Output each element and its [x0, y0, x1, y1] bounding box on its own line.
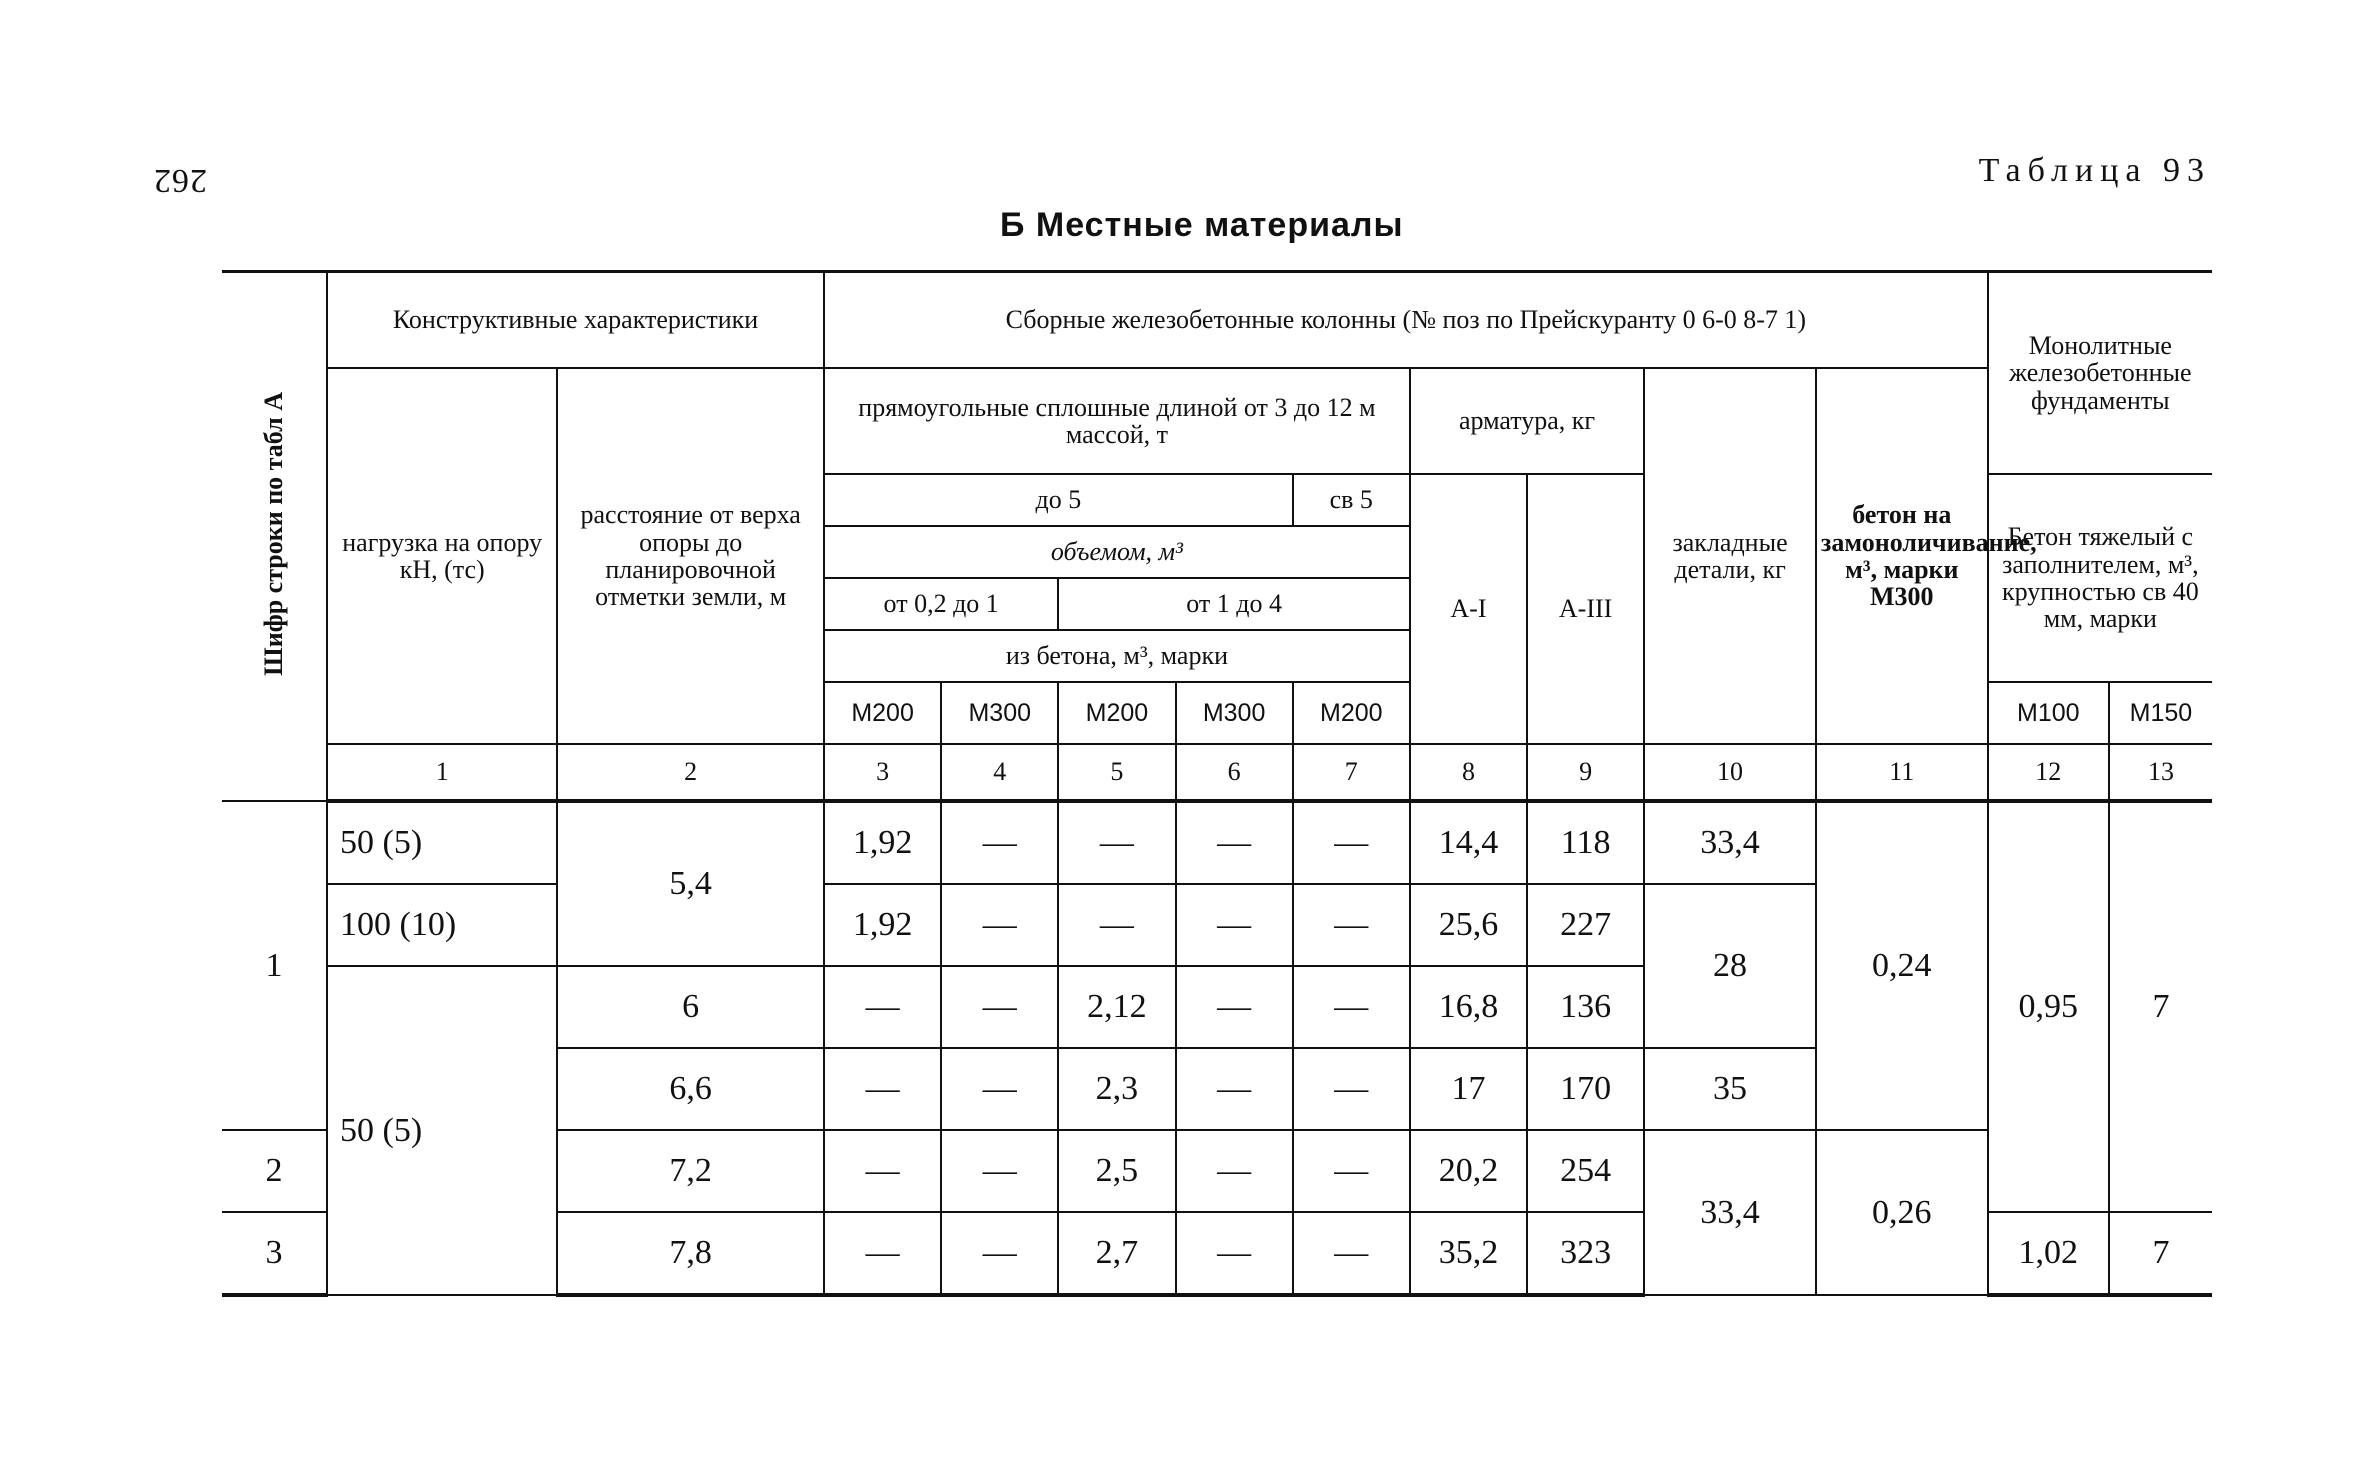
cell-load: 50 (5) — [327, 966, 557, 1295]
header-volume: объемом, м³ — [824, 526, 1410, 578]
cell-a3: 254 — [1527, 1130, 1644, 1212]
cell-m300: — — [941, 966, 1058, 1048]
table-label: Таблица 93 — [1978, 152, 2211, 189]
cell-m150: 7 — [2109, 801, 2212, 1212]
cell-a1: 16,8 — [1410, 966, 1527, 1048]
header-load: нагрузка на опору кН, (тс) — [327, 368, 557, 744]
header-a3: А-III — [1527, 474, 1644, 744]
cell-a1: 25,6 — [1410, 884, 1527, 966]
col-number: 8 — [1410, 744, 1527, 801]
cell-a1: 35,2 — [1410, 1212, 1527, 1295]
header-distance: расстояние от верха опоры до планировочной отметки земли, м — [557, 368, 824, 744]
header-upto5: до 5 — [824, 474, 1293, 526]
cell-m200: — — [1058, 801, 1175, 884]
cell-distance: 7,8 — [557, 1212, 824, 1295]
cell-grout: 0,24 — [1816, 801, 1988, 1130]
header-monolithic: Монолитные железобетонные фундаменты — [1988, 272, 2212, 475]
cell-a1: 14,4 — [1410, 801, 1527, 884]
cell-embedded: 33,4 — [1644, 1130, 1816, 1295]
cell-load: 50 (5) — [327, 801, 557, 884]
grade-m200: М200 — [824, 682, 941, 744]
cell-m200: — — [1293, 1048, 1410, 1130]
cell-grout: 0,26 — [1816, 1130, 1988, 1295]
cell-a3: 227 — [1527, 884, 1644, 966]
cell-m200: — — [1293, 966, 1410, 1048]
grade-m200: М200 — [1293, 682, 1410, 744]
row-code: 1 — [222, 801, 327, 1130]
header-columns: Сборные железобетонные колонны (№ поз по Прейскуранту 0 6-0 8-7 1) — [824, 272, 1988, 369]
col-number: 12 — [1988, 744, 2109, 801]
header-vol2: от 1 до 4 — [1058, 578, 1410, 630]
section-title: Б Местные материалы — [1000, 206, 1404, 244]
cell-m200: — — [1293, 1130, 1410, 1212]
cell-m100: 1,02 — [1988, 1212, 2109, 1295]
cell-distance: 5,4 — [557, 801, 824, 966]
cell-m200: — — [824, 966, 941, 1048]
page-number: 262 — [153, 162, 207, 199]
cell-m300: — — [941, 1048, 1058, 1130]
cell-m100: 0,95 — [1988, 801, 2109, 1212]
cell-m200: — — [1293, 884, 1410, 966]
col-number: 5 — [1058, 744, 1175, 801]
grade-m200: М200 — [1058, 682, 1175, 744]
cell-m200: 2,7 — [1058, 1212, 1175, 1295]
cell-distance: 6 — [557, 966, 824, 1048]
header-a1: А-I — [1410, 474, 1527, 744]
cell-m200: — — [1058, 884, 1175, 966]
cell-m200: 2,3 — [1058, 1048, 1175, 1130]
col-number: 2 — [557, 744, 824, 801]
cell-m300: — — [1176, 884, 1293, 966]
cell-m300: — — [1176, 966, 1293, 1048]
cell-m300: — — [941, 1130, 1058, 1212]
cell-m300: — — [1176, 1130, 1293, 1212]
col-number: 9 — [1527, 744, 1644, 801]
header-rect: прямоугольные сплошные длиной от 3 до 12 м массой, т — [824, 368, 1410, 474]
header-concrete-grades: из бетона, м³, марки — [824, 630, 1410, 682]
col-number: 6 — [1176, 744, 1293, 801]
cell-m200: — — [824, 1130, 941, 1212]
cell-embedded: 28 — [1644, 884, 1816, 1048]
col-number: 11 — [1816, 744, 1988, 801]
grade-m100: М100 — [1988, 682, 2109, 744]
header-code: Шифр строки по табл А — [222, 272, 327, 802]
cell-m300: — — [941, 801, 1058, 884]
header-armature: арматура, кг — [1410, 368, 1644, 474]
col-number: 1 — [327, 744, 557, 801]
cell-a3: 170 — [1527, 1048, 1644, 1130]
header-over5: св 5 — [1293, 474, 1410, 526]
header-heavy: Бетон тяжелый с заполнителем, м³, крупностью св 40 мм, марки — [1988, 474, 2212, 682]
cell-m200: 1,92 — [824, 801, 941, 884]
header-constructive: Конструктивные характеристики — [327, 272, 824, 369]
header-vol1: от 0,2 до 1 — [824, 578, 1058, 630]
grade-m150: М150 — [2109, 682, 2212, 744]
cell-embedded: 33,4 — [1644, 801, 1816, 884]
header-embedded: закладные детали, кг — [1644, 368, 1816, 744]
row-code: 3 — [222, 1212, 327, 1295]
cell-m200: — — [1293, 801, 1410, 884]
cell-m200: 2,5 — [1058, 1130, 1175, 1212]
cell-m150: 7 — [2109, 1212, 2212, 1295]
cell-a3: 118 — [1527, 801, 1644, 884]
cell-load: 100 (10) — [327, 884, 557, 966]
cell-m200: — — [824, 1212, 941, 1295]
cell-a3: 136 — [1527, 966, 1644, 1048]
cell-m200: 1,92 — [824, 884, 941, 966]
col-number: 7 — [1293, 744, 1410, 801]
col-number: 4 — [941, 744, 1058, 801]
col-number: 10 — [1644, 744, 1816, 801]
cell-m200: — — [824, 1048, 941, 1130]
cell-distance: 6,6 — [557, 1048, 824, 1130]
header-grout: бетон на замоноличивание, м³, марки М300 — [1816, 368, 1988, 744]
cell-distance: 7,2 — [557, 1130, 824, 1212]
cell-a1: 17 — [1410, 1048, 1527, 1130]
cell-m300: — — [941, 1212, 1058, 1295]
materials-table — [222, 270, 2212, 1297]
cell-m300: — — [1176, 1048, 1293, 1130]
cell-m200: 2,12 — [1058, 966, 1175, 1048]
cell-a3: 323 — [1527, 1212, 1644, 1295]
col-number: 13 — [2109, 744, 2212, 801]
col-number: 3 — [824, 744, 941, 801]
cell-m300: — — [941, 884, 1058, 966]
cell-m200: — — [1293, 1212, 1410, 1295]
cell-a1: 20,2 — [1410, 1130, 1527, 1212]
grade-m300: М300 — [1176, 682, 1293, 744]
cell-m300: — — [1176, 801, 1293, 884]
cell-m300: — — [1176, 1212, 1293, 1295]
row-code: 2 — [222, 1130, 327, 1212]
grade-m300: М300 — [941, 682, 1058, 744]
cell-embedded: 35 — [1644, 1048, 1816, 1130]
